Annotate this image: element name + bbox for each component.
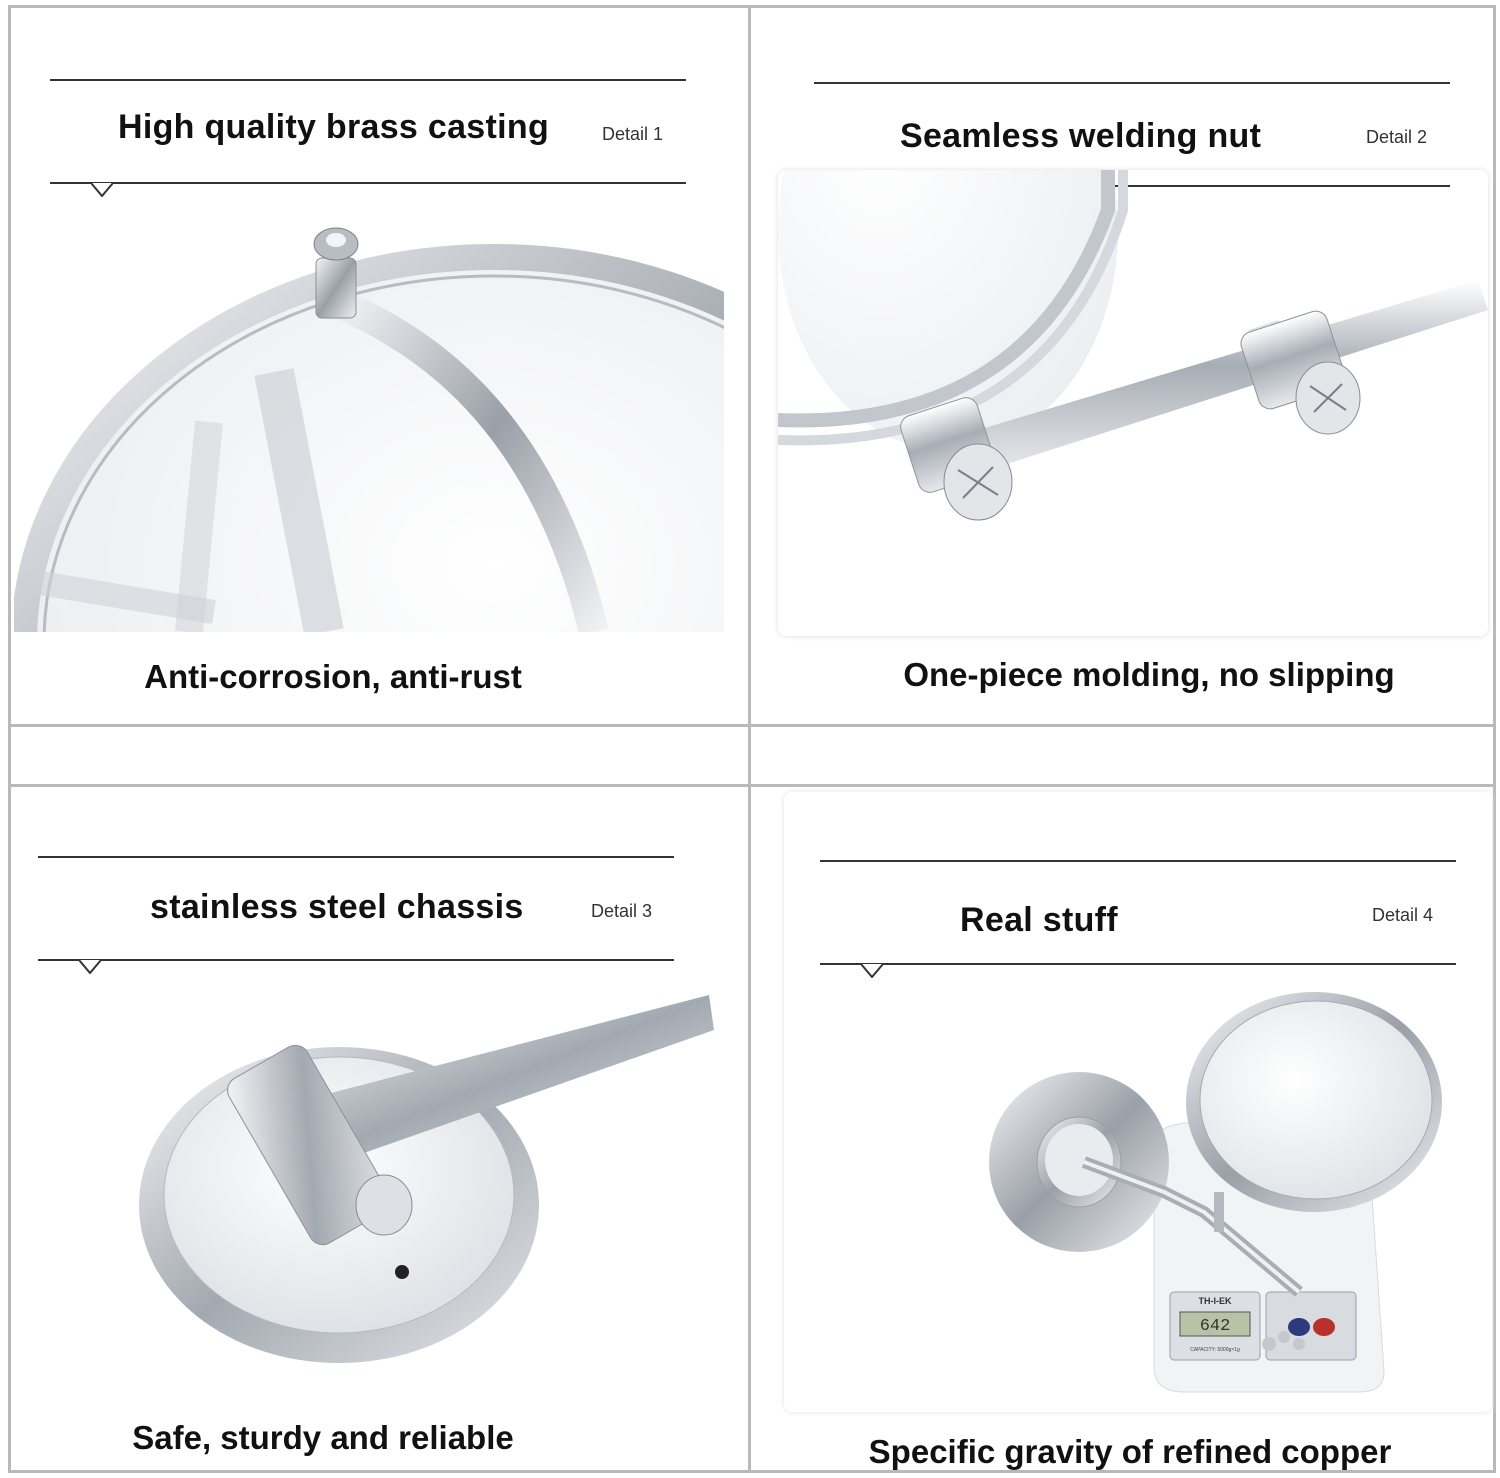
header-rule-bottom	[50, 182, 686, 184]
scale-brand: TH-I-EK	[1198, 1296, 1232, 1306]
panel-title: stainless steel chassis	[150, 888, 524, 926]
scale-capacity: CAPACITY: 5000g×1g	[1190, 1347, 1240, 1353]
panel-caption: One-piece molding, no slipping	[903, 656, 1395, 693]
center-divider	[748, 5, 751, 1473]
detail-label: Detail 3	[591, 901, 653, 921]
scale-reading: 642	[1199, 1317, 1231, 1336]
steel-chassis-photo	[14, 990, 714, 1410]
panel-title: High quality brass casting	[118, 108, 550, 146]
pointer-notch-icon	[79, 960, 101, 974]
header-rule-top	[38, 856, 674, 858]
header-rule-top	[50, 79, 686, 81]
panel-title: Real stuff	[960, 901, 1118, 939]
panel-caption: Specific gravity of refined copper	[868, 1433, 1392, 1470]
header-rule-bottom	[38, 959, 674, 961]
row-divider-top	[8, 724, 1496, 727]
panel-title: Seamless welding nut	[900, 117, 1262, 155]
detail-label: Detail 2	[1366, 127, 1428, 147]
header-rule-top	[814, 82, 1450, 84]
brass-casting-photo	[14, 222, 724, 632]
panel-caption: Anti-corrosion, anti-rust	[144, 658, 522, 695]
detail-label: Detail 1	[602, 124, 664, 144]
detail-label: Detail 4	[1372, 905, 1434, 925]
real-stuff-photo	[784, 792, 1492, 1412]
welding-nut-photo	[778, 170, 1488, 636]
row-divider-bottom	[8, 784, 1496, 787]
panel-caption: Safe, sturdy and reliable	[132, 1419, 514, 1456]
pointer-notch-icon	[91, 183, 113, 197]
